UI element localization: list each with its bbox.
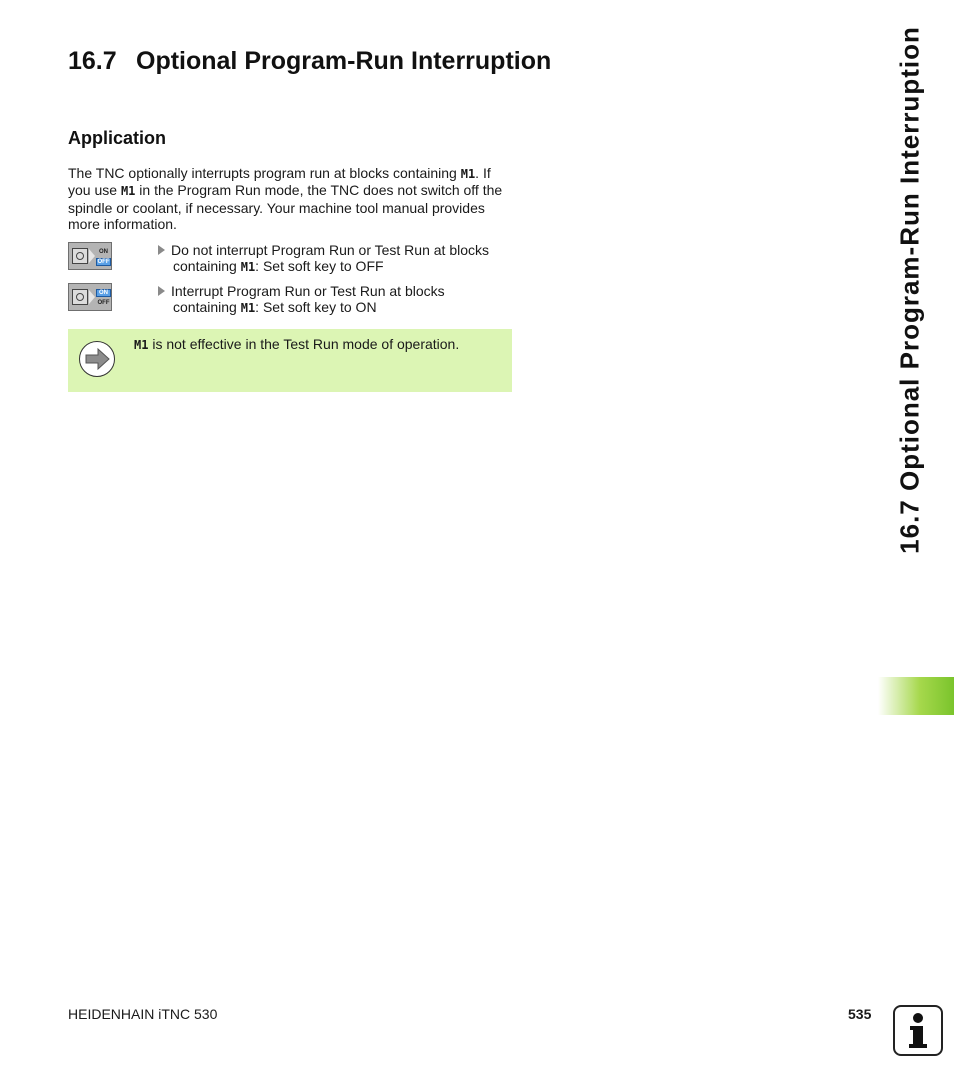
step-line-1: Interrupt Program Run or Test Run at blocks <box>171 283 445 299</box>
softkey-arrow-icon <box>89 249 95 263</box>
chapter-tab-marker <box>878 677 954 715</box>
section-title: Optional Program-Run Interruption <box>136 47 552 75</box>
softkey-m1-on[interactable] <box>68 283 112 311</box>
side-running-title: 16.7 Optional Program-Run Interruption <box>894 26 925 554</box>
note-code: M1 <box>134 338 149 352</box>
step-prefix: containing <box>173 258 241 275</box>
intro-code-1: M1 <box>460 167 476 181</box>
info-icon <box>893 1005 943 1056</box>
intro-code-2: M1 <box>120 184 136 199</box>
note-body: is not effective in the Test Run mode of operation. <box>148 336 460 352</box>
footer-product: HEIDENHAIN iTNC 530 <box>68 1006 218 1022</box>
bullet-triangle-icon <box>158 245 165 255</box>
bullet-triangle-icon <box>158 286 165 296</box>
step-code: M1 <box>240 260 256 275</box>
intro-paragraph <box>68 165 516 232</box>
softkey-m1-off[interactable] <box>68 242 112 270</box>
step-prefix: containing <box>173 299 241 316</box>
softkey-off-label-selected: OFF <box>97 259 110 265</box>
step-code: M1 <box>240 301 256 316</box>
step-row-on <box>68 283 516 315</box>
intro-text-2: . If you use <box>68 165 491 199</box>
step-row-off <box>68 242 516 274</box>
step-text <box>158 283 518 317</box>
arrow-right-icon <box>79 341 115 377</box>
step-suffix: : Set soft key to ON <box>255 299 377 316</box>
subheading-application: Application <box>68 128 166 148</box>
softkey-off-label: OFF <box>97 300 110 306</box>
section-number: 16.7 <box>68 47 117 75</box>
softkey-on-label-selected: ON <box>96 289 111 297</box>
softkey-on-label: ON <box>99 249 108 255</box>
note-text <box>134 336 504 352</box>
step-text <box>158 242 518 276</box>
intro-text-1: The TNC optionally interrupts program run at blocks containing <box>68 165 461 181</box>
step-line-2 <box>173 258 518 275</box>
note-box <box>68 329 512 392</box>
step-line-1: Do not interrupt Program Run or Test Run at blocks <box>171 242 490 258</box>
intro-text-3: in the Program Run mode, the TNC does not switch off the spindle or coolant, if necessary. Your machine tool manual provides more information. <box>68 182 503 232</box>
program-stop-icon <box>72 248 88 264</box>
program-stop-icon <box>72 289 88 305</box>
step-suffix: : Set soft key to OFF <box>255 258 384 275</box>
page-number: 535 <box>848 1006 872 1022</box>
softkey-arrow-icon <box>89 290 95 304</box>
step-line-2 <box>173 299 518 316</box>
